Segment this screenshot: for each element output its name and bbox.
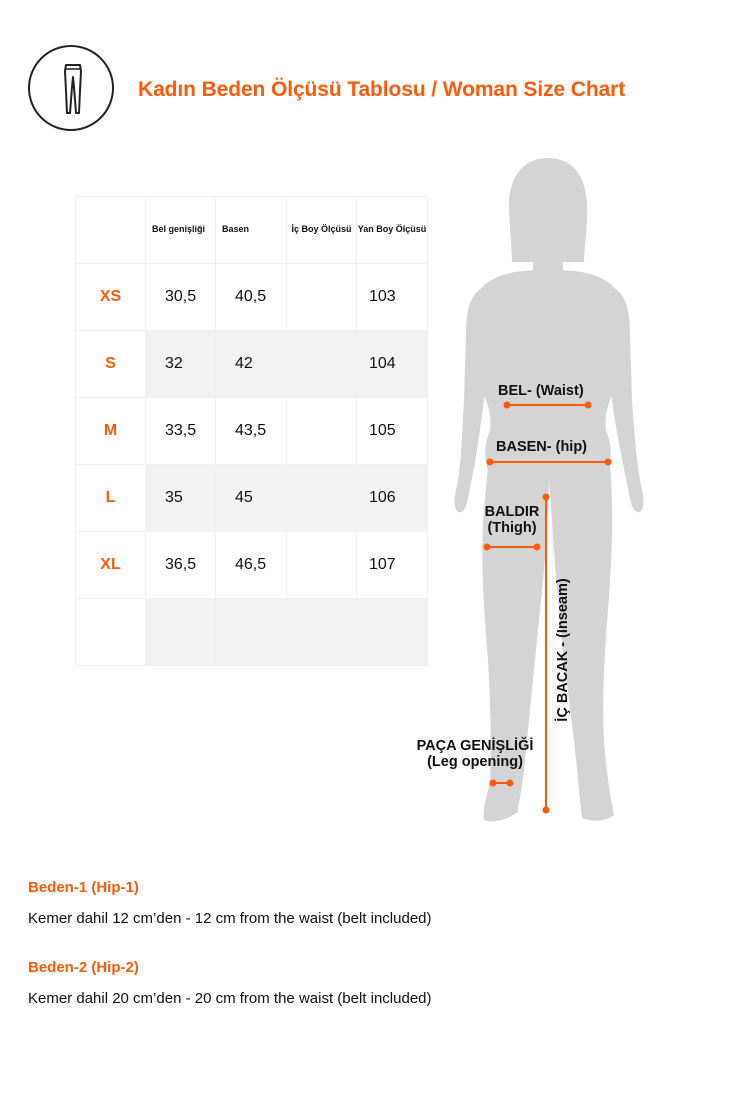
empty-cell — [287, 599, 357, 666]
header-waist: Bel genişliği — [146, 197, 216, 264]
header-inner-length: İç Boy Ölçüsü — [287, 197, 357, 264]
cell-hip: 42 — [216, 331, 287, 398]
thigh-label — [478, 504, 546, 536]
cell-hip: 43,5 — [216, 398, 287, 465]
cell-inner-length — [287, 465, 357, 532]
cell-inner-length — [287, 331, 357, 398]
logo-badge — [28, 45, 114, 131]
note-heading-2: Beden-2 (Hip-2) — [28, 959, 139, 976]
table-row — [76, 264, 428, 331]
empty-cell — [76, 599, 146, 666]
cell-outer-length: 103 — [357, 264, 428, 331]
inseam-label: İÇ BACAK - (Inseam) — [555, 578, 571, 722]
waist-label: BEL- (Waist) — [498, 383, 584, 399]
cell-outer-length: 105 — [357, 398, 428, 465]
cell-hip: 46,5 — [216, 532, 287, 599]
cell-inner-length — [287, 264, 357, 331]
cell-inner-length — [287, 532, 357, 599]
header-outer-length: Yan Boy Ölçüsü — [357, 197, 428, 264]
cell-inner-length — [287, 398, 357, 465]
table-row — [76, 398, 428, 465]
note-text-2: Kemer dahil 20 cm’den - 20 cm from the waist (belt included) — [28, 990, 432, 1007]
size-label: M — [76, 398, 146, 465]
cell-outer-length: 104 — [357, 331, 428, 398]
thigh-label-line2: (Thigh) — [487, 520, 537, 536]
size-label: S — [76, 331, 146, 398]
leggings-icon — [30, 47, 116, 133]
body-silhouette — [440, 150, 670, 840]
leg-opening-line1: PAÇA GENİŞLİĞİ — [416, 738, 534, 754]
empty-cell — [216, 599, 287, 666]
leg-opening-line2: (Leg opening) — [427, 754, 523, 770]
header-hip: Basen — [216, 197, 287, 264]
cell-hip: 40,5 — [216, 264, 287, 331]
table-row — [76, 331, 428, 398]
note-heading-1: Beden-1 (Hip-1) — [28, 879, 139, 896]
table-row-empty — [76, 599, 428, 666]
cell-waist: 33,5 — [146, 398, 216, 465]
note-text-1: Kemer dahil 12 cm’den - 12 cm from the waist (belt included) — [28, 910, 432, 927]
leg-opening-label — [405, 738, 545, 770]
cell-waist: 30,5 — [146, 264, 216, 331]
table-row — [76, 532, 428, 599]
header-size — [76, 197, 146, 264]
cell-outer-length: 107 — [357, 532, 428, 599]
table-row — [76, 465, 428, 532]
cell-hip: 45 — [216, 465, 287, 532]
size-label: XL — [76, 532, 146, 599]
thigh-label-line1: BALDIR — [484, 504, 540, 520]
cell-waist: 35 — [146, 465, 216, 532]
size-table — [75, 196, 428, 666]
cell-outer-length: 106 — [357, 465, 428, 532]
empty-cell — [357, 599, 428, 666]
empty-cell — [146, 599, 216, 666]
cell-waist: 32 — [146, 331, 216, 398]
page-title: Kadın Beden Ölçüsü Tablosu / Woman Size Chart — [138, 78, 626, 101]
hip-label: BASEN- (hip) — [496, 439, 588, 455]
table-header-row — [76, 197, 428, 264]
size-label: XS — [76, 264, 146, 331]
size-label: L — [76, 465, 146, 532]
cell-waist: 36,5 — [146, 532, 216, 599]
